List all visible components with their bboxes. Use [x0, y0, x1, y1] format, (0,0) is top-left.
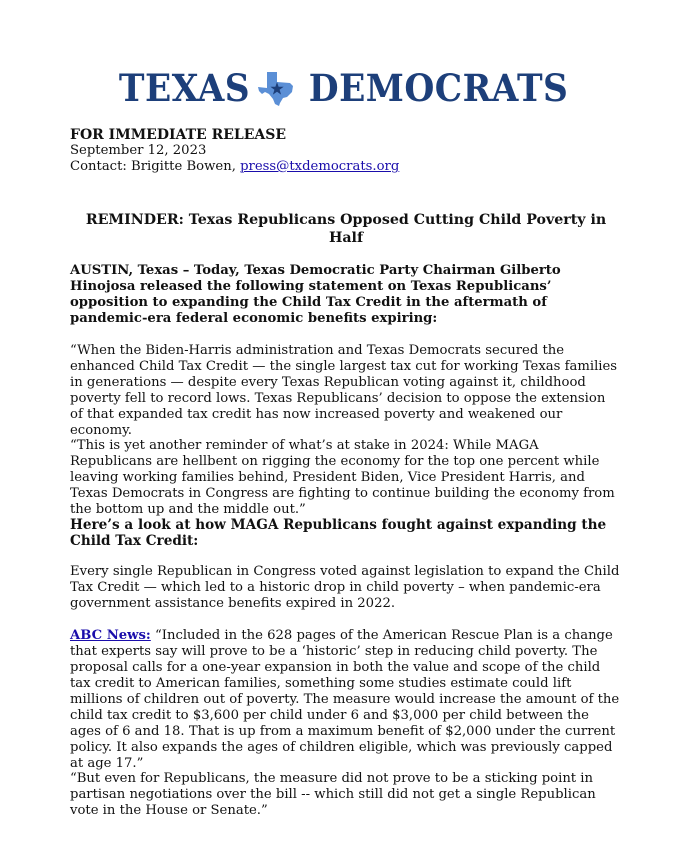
quote-paragraph-1: “When the Biden-Harris administration and Texas Democrats secured the enhanced Child Tax Credit — the single largest tax cut for working Texas families in generations — despite every Texas Republican voting against it, childhood poverty fell to record lows. Texas Republicans’ decision to oppose the extension of that expanded tax credit has now increased poverty and weakened our economy.: [70, 343, 618, 438]
texas-democrats-logo: [0, 68, 692, 108]
abc-news-paragraph: [70, 628, 622, 772]
release-header: [70, 127, 622, 175]
republicans-vote-paragraph: Every single Republican in Congress voted against legislation to expand the Child Tax Credit — which led to a historic drop in child poverty – when pandemic-era government assistance benefits expired in 2022.: [70, 564, 620, 611]
abc-news-link[interactable]: ABC News:: [70, 628, 151, 643]
contact-email-link[interactable]: press@txdemocrats.org: [240, 159, 400, 174]
section-subheading: Here’s a look at how MAGA Republicans fought against expanding the Child Tax Credit:: [70, 517, 607, 549]
release-date: September 12, 2023: [70, 143, 207, 158]
logo-word-democrats: DEMOCRATS: [308, 66, 569, 110]
republican-negotiations-paragraph: “But even for Republicans, the measure did not prove to be a sticking point in partisan negotiations over the bill -- which still did not get a single Republican vote in the House or Senate.”: [70, 771, 596, 818]
contact-label: Contact: Brigitte Bowen,: [70, 159, 241, 174]
texas-star-icon: [257, 68, 297, 108]
release-contact: [70, 159, 622, 175]
intro-paragraph: AUSTIN, Texas – Today, Texas Democratic Party Chairman Gilberto Hinojosa released the following statement on Texas Republicans’ opposition to expanding the Child Tax Credit in the aftermath of pandemic-era federal economic benefits expiring:: [70, 263, 561, 326]
quote-paragraph-2: “This is yet another reminder of what’s at stake in 2024: While MAGA Republicans are hellbent on rigging the economy for the top one percent while leaving working families behind, President Biden, Vice President Harris, and Texas Democrats in Congress are fighting to continue building the economy from the bottom up and the middle out.”: [70, 438, 615, 517]
logo-word-texas: TEXAS: [118, 66, 251, 110]
release-title: REMINDER: Texas Republicans Opposed Cutting Child Poverty in Half: [85, 212, 607, 246]
abc-news-quote: “Included in the 628 pages of the American Rescue Plan is a change that experts say will prove to be a ‘historic’ step in reducing child poverty. The proposal calls for a one-year expansion in both the value and scope of the child tax credit to American families, something some studies estimate could lift millions of children out of poverty. The measure would increase the amount of the child tax credit to $3,600 per child under 6 and $3,000 per child between the ages of 6 and 18. That is up from a maximum benefit of $2,000 under the current policy. It also expands the ages of children eligible, which was previously capped at age 17.”: [70, 628, 620, 771]
release-heading: FOR IMMEDIATE RELEASE: [70, 127, 287, 143]
